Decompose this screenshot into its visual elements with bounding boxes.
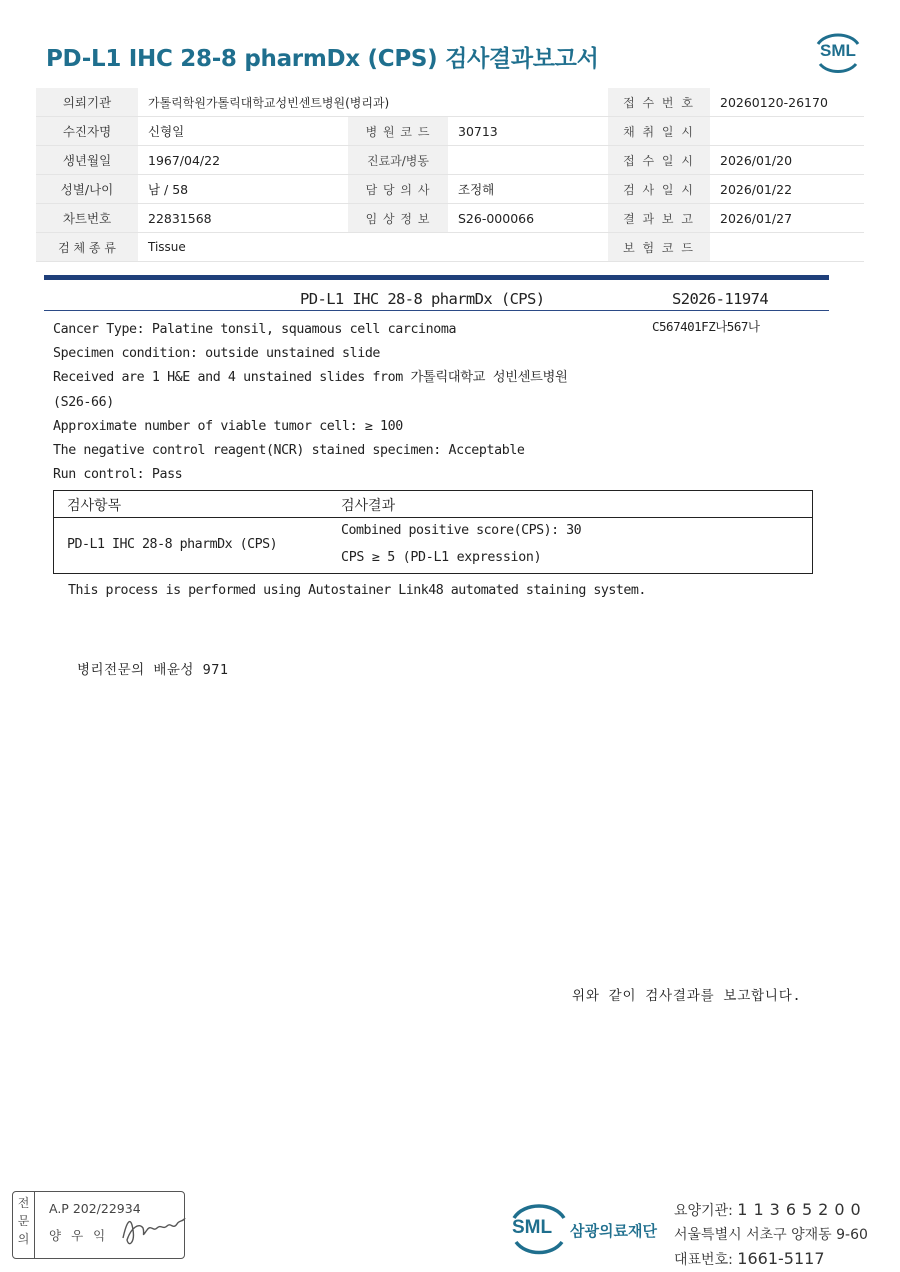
clinical-value: S26-000066 <box>448 204 608 233</box>
phone-label: 대표번호: <box>674 1252 733 1268</box>
care-no-value: 11365200 <box>737 1200 867 1219</box>
footer-logo-text: SML <box>512 1217 553 1238</box>
org-address-block <box>674 1198 868 1272</box>
report-line: Specimen condition: outside unstained slide <box>53 346 381 362</box>
care-no-label: 요양기관: <box>674 1203 733 1219</box>
sex-age-value: 남 / 58 <box>138 175 348 204</box>
result-col-item: 검사항목 <box>67 498 122 514</box>
doctor-label: 담 당 의 사 <box>348 175 448 204</box>
phone-value: 1661-5117 <box>737 1249 825 1268</box>
patient-info-table <box>36 88 864 262</box>
receipt-no-label: 접 수 번 호 <box>608 88 710 117</box>
patient-label: 수진자명 <box>36 117 138 146</box>
receipt-date-label: 접 수 일 시 <box>608 146 710 175</box>
result-cps-score: Combined positive score(CPS): 30 <box>341 523 582 538</box>
org-name: 삼광의료재단 <box>570 1222 657 1240</box>
sml-logo <box>812 30 864 74</box>
collection-date-label: 채 취 일 시 <box>608 117 710 146</box>
phone-line <box>674 1247 868 1272</box>
table-row <box>36 88 864 117</box>
report-line: Cancer Type: Palatine tonsil, squamous cell carcinoma <box>53 322 457 337</box>
stamp-ap-number: A.P 202/22934 <box>49 1201 141 1216</box>
insurance-label: 보 험 코 드 <box>608 233 710 262</box>
institution-label: 의뢰기관 <box>36 88 138 117</box>
report-line: The negative control reagent(NCR) stained specimen: Acceptable <box>53 443 525 459</box>
table-row <box>36 146 864 175</box>
collection-date-value <box>710 117 864 146</box>
institution-value: 가톨릭학원가톨릭대학교성빈센트병원(병리과) <box>138 88 608 117</box>
report-date-value: 2026/01/27 <box>710 204 864 233</box>
clinical-label: 임 상 정 보 <box>348 204 448 233</box>
report-body <box>53 318 567 487</box>
footer-sml-logo <box>508 1200 570 1256</box>
result-table <box>53 490 813 574</box>
report-line: Received are 1 H&E and 4 unstained slides from 가톨릭대학교 성빈센트병원 <box>53 370 568 386</box>
result-col-result: 검사결과 <box>341 498 396 514</box>
insurance-value <box>710 233 864 262</box>
receipt-no-value: 20260120-26170 <box>710 88 864 117</box>
report-line: Approximate number of viable tumor cell: ≥ 100 <box>53 418 403 434</box>
stamp-column-text: 전문의 <box>17 1196 30 1246</box>
report-title: PD-L1 IHC 28-8 pharmDx (CPS) 검사결과보고서 <box>46 46 599 72</box>
report-date-label: 결 과 보 고 <box>608 204 710 233</box>
report-code: C567401FZ나567나 <box>652 319 760 334</box>
table-row <box>36 175 864 204</box>
dept-value <box>448 146 608 175</box>
care-no-line <box>674 1198 868 1223</box>
dob-label: 생년월일 <box>36 146 138 175</box>
chart-label: 차트번호 <box>36 204 138 233</box>
divider-thin <box>44 310 829 311</box>
report-test-name: PD-L1 IHC 28-8 pharmDx (CPS) <box>300 290 545 308</box>
test-date-label: 검 사 일 시 <box>608 175 710 204</box>
result-item: PD-L1 IHC 28-8 pharmDx (CPS) <box>67 537 278 552</box>
signature-icon <box>117 1208 189 1250</box>
stamp-column <box>13 1192 35 1258</box>
process-note: This process is performed using Autostainer Link48 automated staining system. <box>68 583 646 598</box>
specimen-value: Tissue <box>138 233 348 262</box>
table-row <box>36 117 864 146</box>
report-number: S2026-11974 <box>672 290 769 308</box>
pathologist-line: 병리전문의 배윤성 971 <box>77 662 229 678</box>
specimen-label: 검 체 종 류 <box>36 233 138 262</box>
receipt-date-value: 2026/01/20 <box>710 146 864 175</box>
specialist-stamp <box>12 1191 185 1259</box>
report-line: (S26-66) <box>53 394 114 410</box>
hospital-code-label: 병 원 코 드 <box>348 117 448 146</box>
doctor-value: 조정해 <box>448 175 608 204</box>
logo-text: SML <box>820 41 856 60</box>
closing-statement: 위와 같이 검사결과를 보고합니다. <box>572 988 802 1004</box>
table-row <box>36 233 864 262</box>
dob-value: 1967/04/22 <box>138 146 348 175</box>
empty-cell <box>348 233 608 262</box>
test-date-value: 2026/01/22 <box>710 175 864 204</box>
sex-age-label: 성별/나이 <box>36 175 138 204</box>
report-line: Run control: Pass <box>53 467 183 483</box>
result-cps-interpretation: CPS ≥ 5 (PD-L1 expression) <box>341 550 542 565</box>
divider-thick <box>44 275 829 280</box>
address-line: 서울특별시 서초구 양재동 9-60 <box>674 1227 868 1243</box>
patient-value: 신형일 <box>138 117 348 146</box>
dept-label: 진료과/병동 <box>348 146 448 175</box>
result-header-divider <box>54 517 812 518</box>
stamp-name: 양우익 <box>49 1228 116 1243</box>
table-row <box>36 204 864 233</box>
chart-no-value: 22831568 <box>138 204 348 233</box>
hospital-code-value: 30713 <box>448 117 608 146</box>
